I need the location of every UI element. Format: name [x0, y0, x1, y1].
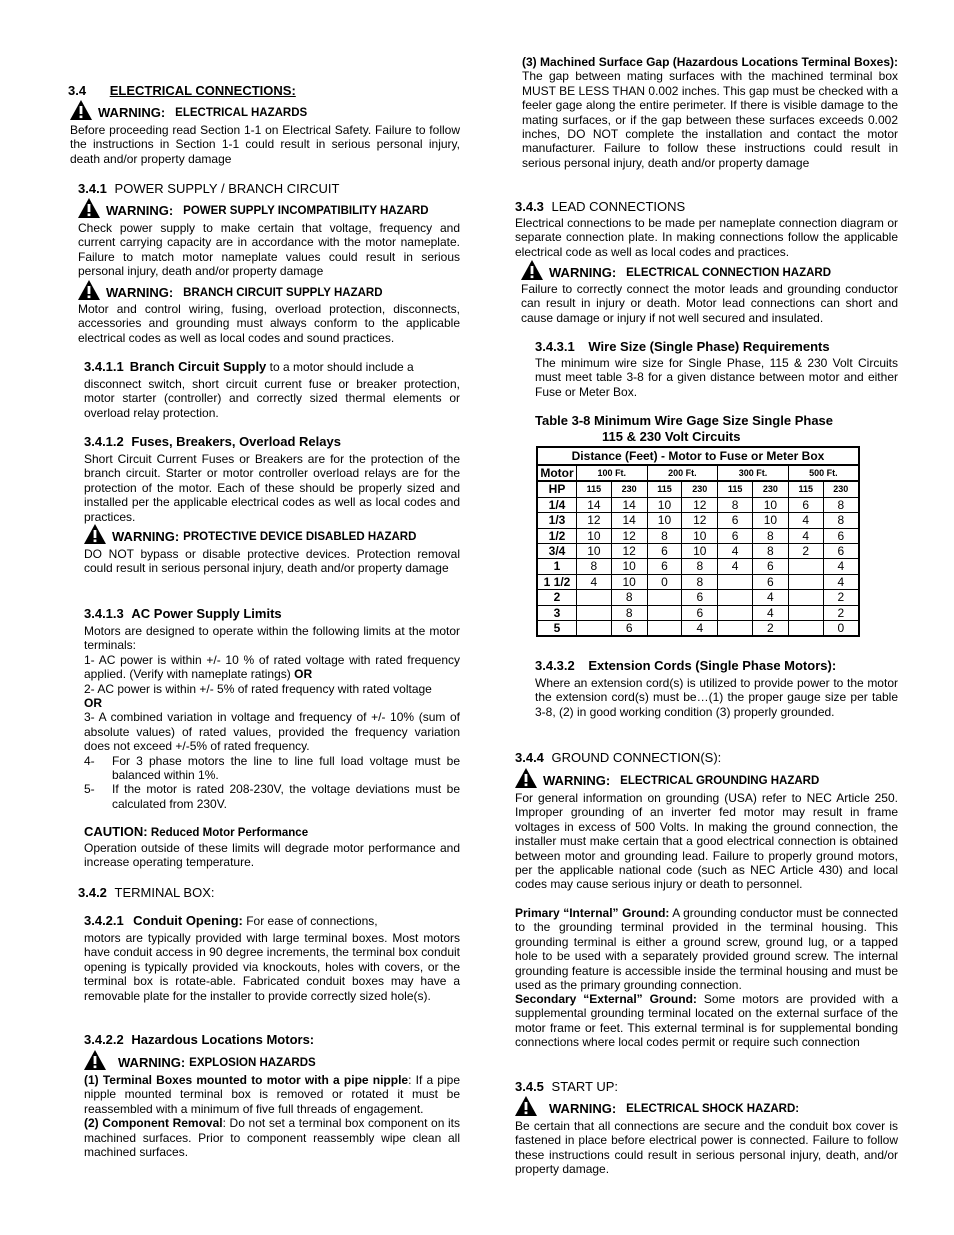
gauge-cell: 4	[788, 513, 823, 528]
hazard-item-1-title: (1) Terminal Boxes mounted to motor with a pipe nipple	[84, 1073, 409, 1087]
section-number: 3.4.4	[515, 750, 544, 765]
section-number: 3.4.2	[78, 885, 107, 900]
gauge-cell: 10	[577, 544, 612, 559]
warning-text: Failure to correctly connect the motor leads and grounding conductor can result in injury or death. Motor lead connections can short and cause damage or injury if not well secured and insulated.	[521, 282, 898, 325]
gauge-cell: 6	[682, 590, 718, 605]
warning-text: DO NOT bypass or disable protective devices. Protection removal could result in serious personal injury, death and/or property damage	[84, 547, 460, 576]
hp-cell: 3/4	[538, 544, 577, 559]
warning-text: Motor and control wiring, fusing, overload protection, disconnects, accessories and grounding must always conform to the applicable electrical codes as well as local codes and sound practices.	[78, 302, 460, 345]
table-caption-line-2: 115 & 230 Volt Circuits	[602, 429, 741, 444]
gauge-cell: 10	[647, 513, 682, 528]
gauge-cell: 8	[647, 528, 682, 543]
section-3-4-2-2-heading	[84, 1033, 314, 1047]
section-title: AC Power Supply Limits	[131, 606, 282, 621]
warning-shock	[515, 1096, 799, 1116]
table-row	[538, 605, 858, 620]
warning-explosion	[84, 1050, 316, 1070]
limit-item-4: For 3 phase motors the line to line full load voltage must be balanced within 1%.	[112, 753, 460, 783]
gauge-cell: 2	[752, 621, 788, 636]
warning-icon	[515, 1096, 537, 1116]
table-row	[538, 544, 858, 559]
gauge-cell: 8	[718, 497, 753, 512]
col-header-volts: 115	[647, 481, 682, 497]
section-text: Where an extension cord(s) is utilized to provide power to the motor the extension cord(s) must be…(1) the proper gauge size per table 3-8, (2) in good working condition (3) properly grounded.	[535, 676, 898, 719]
section-title: ELECTRICAL CONNECTIONS:	[109, 83, 296, 98]
wire-size-table	[536, 446, 860, 637]
gauge-cell: 6	[611, 621, 647, 636]
gauge-cell: 10	[577, 528, 612, 543]
section-number: 3.4.1.1	[84, 359, 124, 374]
gauge-cell: 8	[682, 559, 718, 574]
warning-text: Be certain that all connections are secure and the conduit box cover is fastened in place before electrical power is connected. Failure to follow these instructions could result in serious personal injury, death, and/or property damage.	[515, 1119, 898, 1177]
secondary-ground-title: Secondary “External” Ground:	[515, 992, 697, 1006]
warning-text: For general information on grounding (USA) refer to NEC Article 250. Improper grounding of an inverter fed motor may result in frame voltages in excess of 500 Volts. In making the ground connection, the installer must make certain that a good electrical connection is obtained between motor and grounding lead. Failure to properly ground motors, per the applicable national code (such as NEC Article 430) and local codes may cause serious injury or death to personnel.	[515, 791, 898, 892]
col-header-motor: Motor	[538, 465, 577, 481]
limit-item-5-number: 5-	[84, 782, 95, 797]
gauge-cell: 10	[682, 544, 718, 559]
table-row	[538, 559, 858, 574]
warning-title: POWER SUPPLY INCOMPATIBILITY HAZARD	[183, 204, 429, 217]
hp-cell: 1	[538, 559, 577, 574]
warning-connection	[521, 260, 831, 280]
warning-power-supply	[78, 198, 429, 218]
section-3-4-1-3-heading	[84, 607, 282, 621]
hp-cell: 3	[538, 605, 577, 620]
hazard-item-1: : If a pipe nipple mounted terminal box is removed or rotated it must be reassembled with a minimum of five full threads of engagement.	[84, 1073, 460, 1116]
explosion-hazard-text	[84, 1073, 460, 1159]
gauge-cell	[647, 590, 682, 605]
warning-title: ELECTRICAL HAZARDS	[175, 106, 308, 119]
secondary-ground-text: Some motors are provided with a supplemental grounding terminal located on the external surface of the motor frame or feet. This external terminal is for supplemental bonding connections where local codes permit or require such connection	[515, 992, 898, 1050]
section-title: TERMINAL BOX:	[114, 885, 215, 900]
section-text: Short Circuit Current Fuses or Breakers are for the protection of the branch circuit. Starter or motor controller overload relays are for the protection of the motor. Each of these should be properly sized and installed per the applicable electrical codes as well as local codes and practices.	[84, 452, 460, 524]
gauge-cell: 4	[577, 574, 612, 589]
gauge-cell: 2	[823, 605, 858, 620]
warning-title: ELECTRICAL CONNECTION HAZARD	[626, 266, 832, 279]
section-title: Fuses, Breakers, Overload Relays	[131, 434, 341, 449]
gauge-cell: 0	[647, 574, 682, 589]
gauge-cell	[718, 590, 753, 605]
section-number: 3.4	[68, 83, 87, 98]
table-row	[538, 497, 858, 512]
ac-limits-list	[84, 624, 460, 811]
warning-icon	[515, 768, 537, 788]
primary-ground-title: Primary “Internal” Ground:	[515, 906, 670, 920]
gauge-cell: 8	[823, 497, 858, 512]
section-number: 3.4.3.2	[535, 658, 575, 673]
gauge-cell: 10	[611, 574, 647, 589]
warning-icon	[78, 280, 100, 300]
limit-item-3: 3- A combined variation in voltage and frequency of +/- 10% (sum of absolute values) of rated values, provided the frequency variation does not exceed +/-5% of rated frequency.	[84, 710, 460, 754]
gauge-cell: 14	[611, 513, 647, 528]
section-text: The minimum wire size for Single Phase, 115 & 230 Volt Circuits must meet table 3-8 for a given distance between motor and either Fuse or Meter Box.	[535, 356, 898, 399]
table-row	[538, 590, 858, 605]
section-title: Conduit Opening:	[133, 913, 243, 928]
gauge-cell: 4	[682, 621, 718, 636]
gauge-cell: 12	[577, 513, 612, 528]
col-header-distance: 500 Ft.	[788, 465, 858, 481]
limit-item-4-number: 4-	[84, 753, 95, 768]
hp-cell: 1 1/2	[538, 574, 577, 589]
gauge-cell: 12	[682, 513, 718, 528]
table-caption: Table 3-8 Minimum Wire Gage Size Single Phase	[535, 413, 834, 428]
gauge-cell: 6	[718, 513, 753, 528]
section-number: 3.4.5	[515, 1079, 544, 1094]
section-title: Extension Cords (Single Phase Motors):	[588, 658, 837, 673]
gauge-cell: 8	[682, 574, 718, 589]
warning-title: ELECTRICAL GROUNDING HAZARD	[620, 774, 820, 787]
gauge-cell: 6	[718, 528, 753, 543]
warning-icon	[84, 524, 106, 544]
table-row	[538, 621, 858, 636]
gauge-cell: 0	[823, 621, 858, 636]
gauge-cell: 4	[718, 559, 753, 574]
warning-text: Before proceeding read Section 1-1 on Electrical Safety. Failure to follow the instructions in Section 1-1 could result in serious personal injury, death and/or property damage	[70, 123, 460, 166]
gauge-cell: 12	[611, 544, 647, 559]
gauge-cell	[718, 605, 753, 620]
gauge-cell: 4	[718, 544, 753, 559]
section-text: motors are typically provided with large terminal boxes. Most motors have conduit access in 90 degree increments, the terminal box conduit opening is typically provided via knockouts, holes with covers, or the terminal box is rotate-able. Fabricated conduit boxes may have a removable plate for the installer to provide correctly sized hole(s).	[84, 931, 460, 1003]
warning-electrical-hazards	[70, 100, 307, 120]
hp-cell: 1/2	[538, 528, 577, 543]
col-header-volts: 230	[752, 481, 788, 497]
left-column	[0, 0, 470, 1235]
hp-cell: 5	[538, 621, 577, 636]
gauge-cell	[788, 605, 823, 620]
col-header-volts: 230	[611, 481, 647, 497]
section-number: 3.4.1.3	[84, 606, 124, 621]
hazard-item-2-title: (2) Component Removal	[84, 1116, 223, 1131]
gauge-cell: 6	[647, 544, 682, 559]
section-title: Wire Size (Single Phase) Requirements	[588, 339, 830, 354]
gauge-cell	[788, 574, 823, 589]
caution-text: Operation outside of these limits will degrade motor performance and increase operating temperature.	[84, 841, 460, 870]
warning-label: WARNING:	[98, 104, 166, 120]
warning-icon	[521, 260, 543, 280]
gauge-cell: 2	[823, 590, 858, 605]
gauge-cell: 8	[611, 605, 647, 620]
gauge-cell: 2	[788, 544, 823, 559]
hp-cell: 2	[538, 590, 577, 605]
secondary-ground	[515, 992, 898, 1050]
gauge-cell: 6	[682, 605, 718, 620]
gauge-cell: 8	[752, 544, 788, 559]
section-3-4-3-2-heading	[535, 659, 836, 673]
col-header-volts: 115	[788, 481, 823, 497]
warning-title: EXPLOSION HAZARDS	[189, 1056, 316, 1069]
warning-icon	[78, 198, 100, 218]
gauge-cell	[788, 621, 823, 636]
section-text: disconnect switch, short circuit current fuse or breaker protection, motor starter (controller) and correctly sized thermal elements or overload relay protection.	[84, 377, 460, 420]
table-row	[538, 574, 858, 589]
section-3-4-1-1	[84, 360, 460, 374]
gauge-cell: 6	[752, 574, 788, 589]
machined-surface-gap	[522, 55, 898, 170]
col-header-distance: 200 Ft.	[647, 465, 718, 481]
gauge-cell	[788, 559, 823, 574]
section-number: 3.4.1	[78, 181, 107, 196]
or-label: OR	[84, 696, 102, 711]
hazard-item-2: : Do not set a terminal box component on its machined surfaces. Prior to component reassembly wipe clean all machined surfaces.	[84, 1116, 460, 1160]
ac-limits-intro: Motors are designed to operate within the following limits at the motor terminals:	[84, 624, 460, 653]
caution-label: CAUTION:	[84, 824, 148, 839]
gauge-cell	[788, 590, 823, 605]
gauge-cell: 4	[752, 590, 788, 605]
gauge-cell: 6	[647, 559, 682, 574]
gauge-cell: 6	[752, 559, 788, 574]
col-header-distance: 100 Ft.	[577, 465, 648, 481]
warning-text: Check power supply to make certain that voltage, frequency and current carrying capacity are in accordance with the motor nameplate. Failure to match motor nameplate values could result in serious personal injury, death and/or property damage	[78, 221, 460, 279]
warning-label: WARNING:	[106, 284, 174, 300]
gauge-cell: 12	[682, 497, 718, 512]
gauge-cell: 10	[611, 559, 647, 574]
hp-cell: 1/4	[538, 497, 577, 512]
gauge-cell: 10	[647, 497, 682, 512]
section-title: LEAD CONNECTIONS	[551, 199, 686, 214]
warning-label: WARNING:	[543, 772, 611, 788]
caution-heading	[84, 825, 308, 840]
gauge-cell: 4	[752, 605, 788, 620]
warning-protective-device	[84, 524, 416, 544]
table-row	[538, 528, 858, 543]
gauge-cell: 6	[823, 528, 858, 543]
section-3-4-4-heading	[515, 751, 721, 765]
gauge-cell: 14	[611, 497, 647, 512]
warning-title: PROTECTIVE DEVICE DISABLED HAZARD	[183, 530, 417, 543]
section-number: 3.4.3	[515, 199, 544, 214]
section-lead: For ease of connections,	[242, 914, 378, 928]
hazard-item-3-title: (3) Machined Surface Gap (Hazardous Locations Terminal Boxes):	[522, 55, 898, 69]
limit-item-5: If the motor is rated 208-230V, the voltage deviations must be calculated from 230V.	[112, 782, 460, 811]
section-number: 3.4.2.1	[84, 913, 124, 928]
warning-label: WARNING:	[118, 1054, 186, 1070]
section-3-4-heading	[68, 84, 296, 98]
gauge-cell	[647, 621, 682, 636]
table-row	[538, 513, 858, 528]
gauge-cell: 12	[611, 528, 647, 543]
section-3-4-3-1-heading	[535, 340, 830, 354]
section-3-4-3-heading	[515, 200, 685, 214]
warning-label: WARNING:	[106, 202, 174, 218]
col-header-volts: 115	[718, 481, 753, 497]
or-label: OR	[294, 667, 313, 682]
section-3-4-1-heading	[78, 182, 339, 196]
hazard-item-3: The gap between mating surfaces with the machined terminal box MUST BE LESS THAN 0.002 inches. This gap must be checked with a feeler gage along the entire perimeter. If there is visible damage to the mating surfaces, or if the gap between these surfaces exceeds 0.002 inches, DO NOT complete the installation and contact the motor manufacturer. Failure to follow these instructions could result in serious personal injury, death and/or property damage	[522, 69, 898, 170]
section-title: POWER SUPPLY / BRANCH CIRCUIT	[114, 181, 340, 196]
gauge-cell: 6	[823, 544, 858, 559]
gauge-cell: 10	[752, 497, 788, 512]
gauge-cell: 10	[682, 528, 718, 543]
col-header-volts: 230	[682, 481, 718, 497]
warning-grounding	[515, 768, 819, 788]
col-header-hp: HP	[538, 481, 577, 497]
section-3-4-2-1-heading	[84, 914, 378, 928]
gauge-cell	[718, 574, 753, 589]
limit-item-1: 1- AC power is within +/- 10 % of rated voltage with rated frequency applied. (Verify with nameplate ratings)	[84, 652, 460, 682]
gauge-cell: 4	[788, 528, 823, 543]
section-text: Electrical connections to be made per nameplate connection diagram or separate connection plate. In making connections follow the applicable electrical code as well as local codes and practices.	[515, 216, 898, 259]
gauge-cell	[577, 621, 612, 636]
warning-icon	[84, 1050, 106, 1070]
gauge-cell: 8	[823, 513, 858, 528]
gauge-cell: 4	[823, 574, 858, 589]
caution-title: Reduced Motor Performance	[150, 827, 309, 839]
gauge-cell	[577, 605, 612, 620]
gauge-cell	[577, 590, 612, 605]
table-span-header: Distance (Feet) - Motor to Fuse or Meter Box	[538, 448, 858, 465]
section-3-4-2-heading	[78, 886, 214, 900]
section-title: Hazardous Locations Motors:	[131, 1032, 315, 1047]
warning-branch-circuit	[78, 280, 383, 300]
gauge-cell	[718, 621, 753, 636]
gauge-cell: 6	[788, 497, 823, 512]
gauge-cell: 8	[611, 590, 647, 605]
col-header-volts: 230	[823, 481, 858, 497]
section-title: Branch Circuit Supply	[129, 359, 267, 374]
warning-title: ELECTRICAL SHOCK HAZARD:	[626, 1102, 800, 1115]
section-title: START UP:	[551, 1079, 619, 1094]
gauge-cell	[647, 605, 682, 620]
gauge-cell: 8	[577, 559, 612, 574]
right-column	[470, 0, 954, 1235]
limit-item-2: 2- AC power is within +/- 5% of rated frequency with rated voltage	[84, 681, 432, 696]
warning-label: WARNING:	[112, 528, 180, 544]
section-lead: to a motor should include a	[266, 360, 414, 374]
warning-label: WARNING:	[549, 1100, 617, 1116]
section-3-4-5-heading	[515, 1080, 618, 1094]
section-number: 3.4.2.2	[84, 1032, 124, 1047]
primary-ground-text: A grounding conductor must be connected to the grounding terminal provided in the terminal housing. This grounding terminal is either a ground screw, ground lug, or a tapped hole to be used with a separately provided ground screw. The internal grounding feature is accessible inside the terminal housing and must be used as the primary grounding connection.	[515, 906, 898, 993]
section-number: 3.4.3.1	[535, 339, 575, 354]
gauge-cell: 14	[577, 497, 612, 512]
gauge-cell: 4	[823, 559, 858, 574]
gauge-cell: 10	[752, 513, 788, 528]
section-title: GROUND CONNECTION(S):	[551, 750, 722, 765]
primary-ground	[515, 906, 898, 992]
warning-icon	[70, 100, 92, 120]
section-3-4-1-2-heading	[84, 435, 341, 449]
warning-title: BRANCH CIRCUIT SUPPLY HAZARD	[183, 286, 383, 299]
col-header-volts: 115	[577, 481, 612, 497]
warning-label: WARNING:	[549, 264, 617, 280]
section-number: 3.4.1.2	[84, 434, 124, 449]
hp-cell: 1/3	[538, 513, 577, 528]
col-header-distance: 300 Ft.	[718, 465, 789, 481]
gauge-cell: 8	[752, 528, 788, 543]
